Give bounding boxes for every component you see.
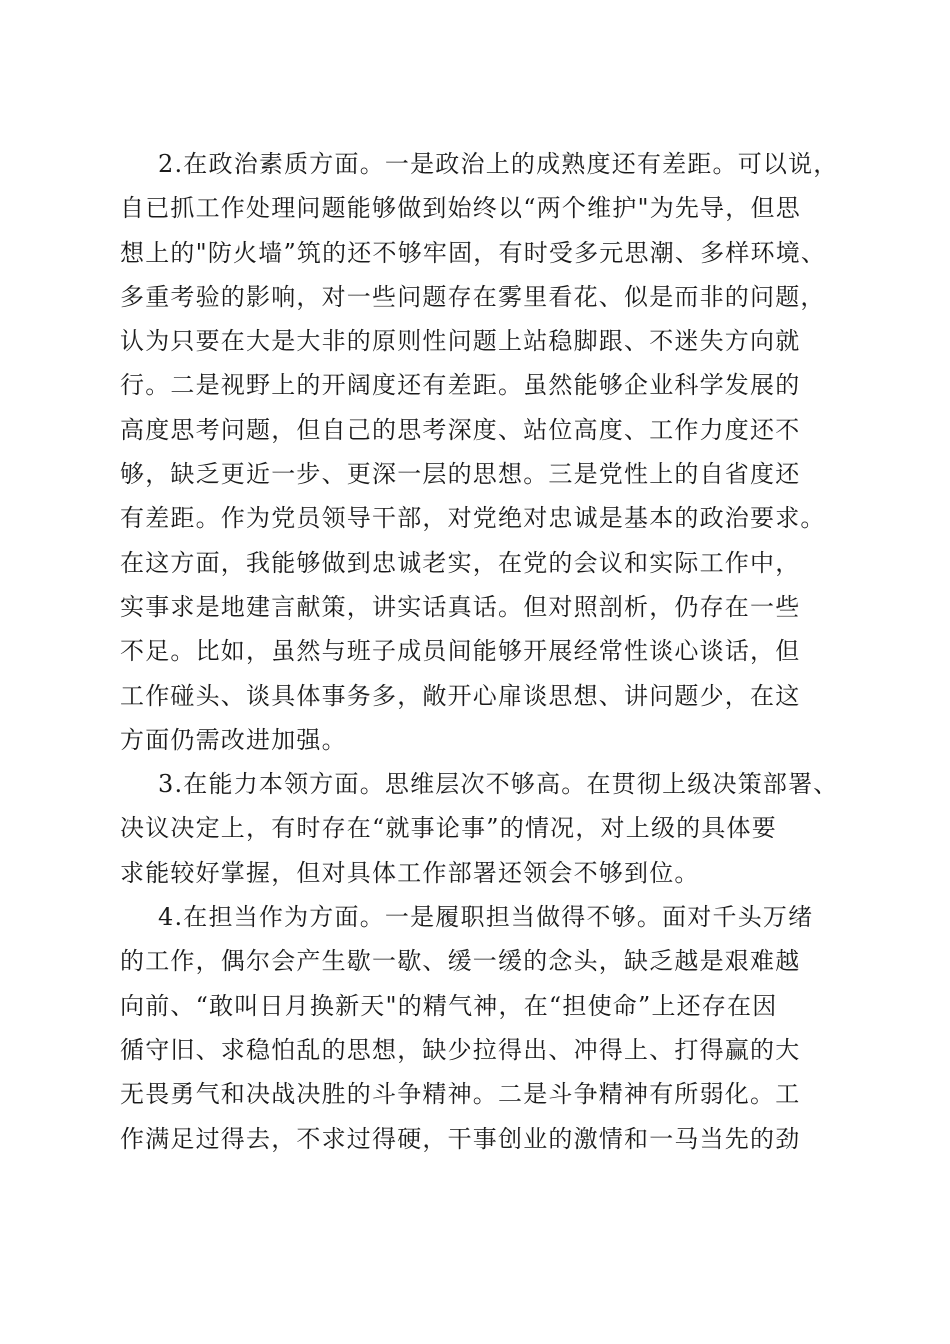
text-line: 有差距。作为党员领导干部，对党绝对忠诚是基本的政治要求。 [120, 504, 826, 533]
text-line: 求能较好掌握，但对具体工作部署还领会不够到位。 [120, 858, 700, 887]
text-line: 认为只要在大是大非的原则性问题上站稳脚跟、不迷失方向就 [120, 327, 801, 356]
text-line: 4.在担当作为方面。一是履职担当做得不够。面对千头万绪 [158, 903, 814, 932]
text-line: 在这方面，我能够做到忠诚老实，在党的会议和实际工作中， [120, 548, 801, 577]
document-body [120, 142, 839, 1161]
text-line: 自已抓工作处理问题能够做到始终以“两个维护"为先导，但思 [120, 194, 801, 223]
text-line: 多重考验的影响，对一些问题存在雾里看花、似是而非的问题， [120, 282, 826, 311]
text-line: 够，缺乏更近一步、更深一层的思想。三是党性上的自省度还 [120, 460, 801, 489]
text-line: 无畏勇气和决战决胜的斗争精神。二是斗争精神有所弱化。工 [120, 1080, 801, 1109]
text-line: 向前、“敢叫日月换新天"的精气神，在“担使命”上还存在因 [120, 991, 778, 1020]
text-line: 作满足过得去，不求过得硬，干事创业的激情和一马当先的劲 [120, 1124, 801, 1153]
text-line: 2.在政治素质方面。一是政治上的成熟度还有差距。可以说， [158, 150, 839, 178]
text-line: 想上的"防火墙”筑的还不够牢固，有时受多元思潮、多样环境、 [120, 238, 827, 267]
text-line: 工作碰头、谈具体事务多，敞开心扉谈思想、讲问题少，在这 [120, 681, 801, 710]
text-line: 的工作，偶尔会产生歇一歇、缓一缓的念头，缺乏越是艰难越 [120, 947, 801, 976]
text-line: 循守旧、求稳怕乱的思想，缺少拉得出、冲得上、打得赢的大 [120, 1035, 801, 1064]
text-line: 实事求是地建言献策，讲实话真话。但对照剖析，仍存在一些 [120, 592, 801, 621]
text-line: 高度思考问题，但自己的思考深度、站位高度、工作力度还不 [120, 415, 801, 444]
text-line: 决议决定上，有时存在“就事论事”的情况，对上级的具体要 [120, 814, 777, 843]
text-line: 不足。比如，虽然与班子成员间能够开展经常性谈心谈话，但 [120, 637, 801, 666]
text-line: 方面仍需改进加强。 [120, 725, 347, 754]
text-line: 行。二是视野上的开阔度还有差距。虽然能够企业科学发展的 [120, 371, 801, 400]
paragraph-ability [120, 762, 839, 895]
paragraph-political-quality [120, 142, 839, 762]
paragraph-responsibility [120, 895, 832, 1161]
text-line: 3.在能力本领方面。思维层次不够高。在贯彻上级决策部署、 [158, 770, 839, 799]
